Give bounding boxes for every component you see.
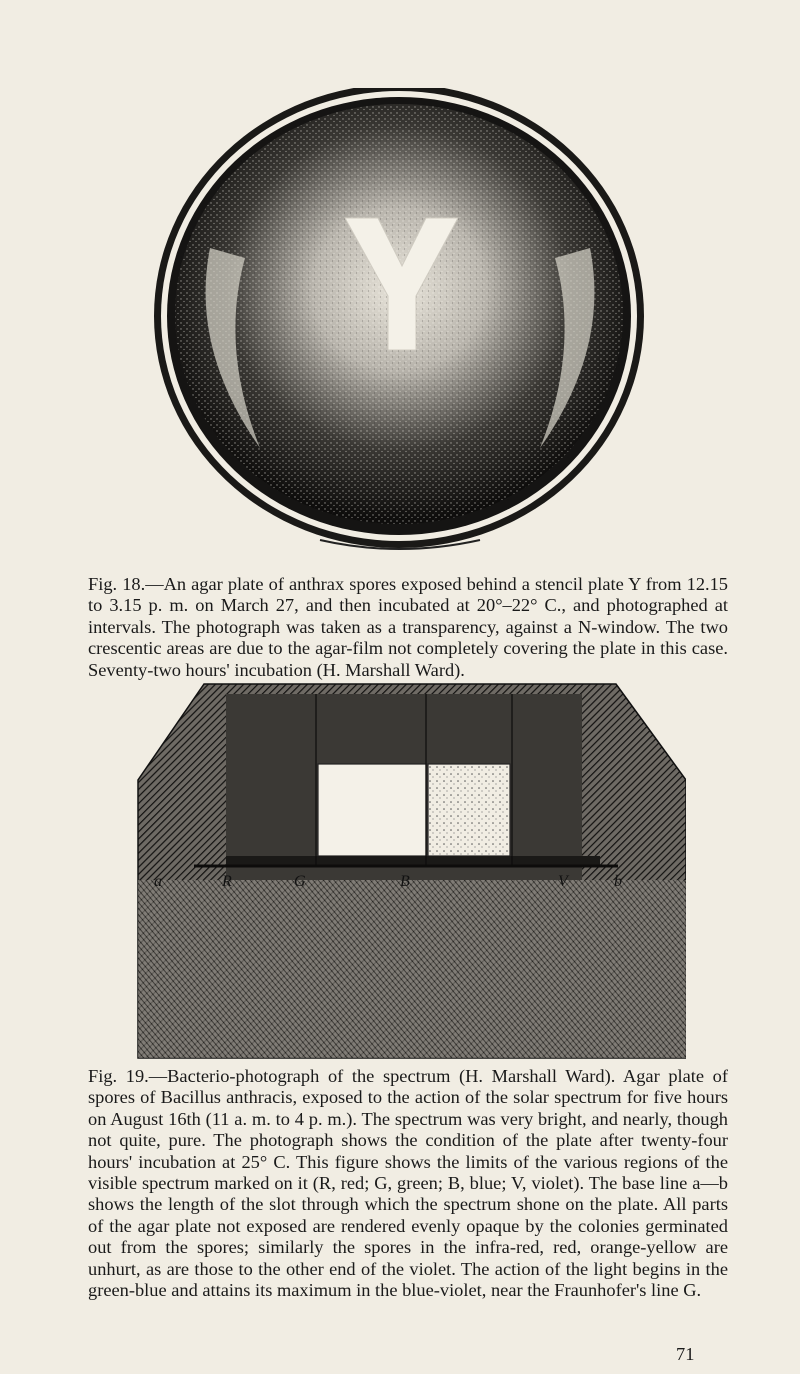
figure-18-label: Fig. 18. <box>88 574 146 594</box>
figure-19-caption <box>88 1066 728 1301</box>
figure-18-plate-image <box>150 88 648 558</box>
figure-18-caption-text: —An agar plate of anthrax spores exposed behind a stencil plate Y from 12.15 to 3.15 p. m. on March 27, and then incubated at 20°–22° C., and photographed at intervals. The photograph was taken as a transparency, against a N-window. The two crescentic areas are due to the agar-film not completely covering the plate in this case. Seventy-two hours' incubation (H. Marshall Ward). <box>88 574 728 680</box>
figure-18-caption <box>88 574 728 681</box>
figure-19-spectrum-image <box>134 680 686 1060</box>
page-number: 71 <box>676 1344 695 1364</box>
marker-a: a <box>154 873 162 890</box>
marker-v: V <box>558 873 568 890</box>
marker-b-end: b <box>614 873 622 890</box>
figure-19-caption-text: —Bacterio-photograph of the spectrum (H. Marshall Ward). Agar plate of spores of Bacillus anthracis, exposed to the action of the solar spectrum for five hours on August 16th (11 a. m. to 4 p. m.). The spectrum was very bright, and nearly, though not quite, pure. The photograph shows the condition of the plate after twenty-four hours' incubation at 25° C. This figure shows the limits of the various regions of the visible spectrum marked on it (R, red; G, green; B, blue; V, violet). The base line a—b shows the length of the slot through which the spectrum shone on the plate. All parts of the agar plate not exposed are rendered evenly opaque by the colonies germinated out from the spores; similarly the spores in the infra-red, red, orange-yellow are unhurt, as are those to the other end of the violet. The action of the light begins in the green-blue and attains its maximum in the blue-violet, near the Fraunhofer's line G. <box>88 1066 729 1301</box>
figure-19-label: Fig. 19. <box>88 1066 149 1086</box>
marker-r: R <box>222 873 232 890</box>
marker-b-blue: B <box>400 873 410 890</box>
marker-g: G <box>294 873 306 890</box>
